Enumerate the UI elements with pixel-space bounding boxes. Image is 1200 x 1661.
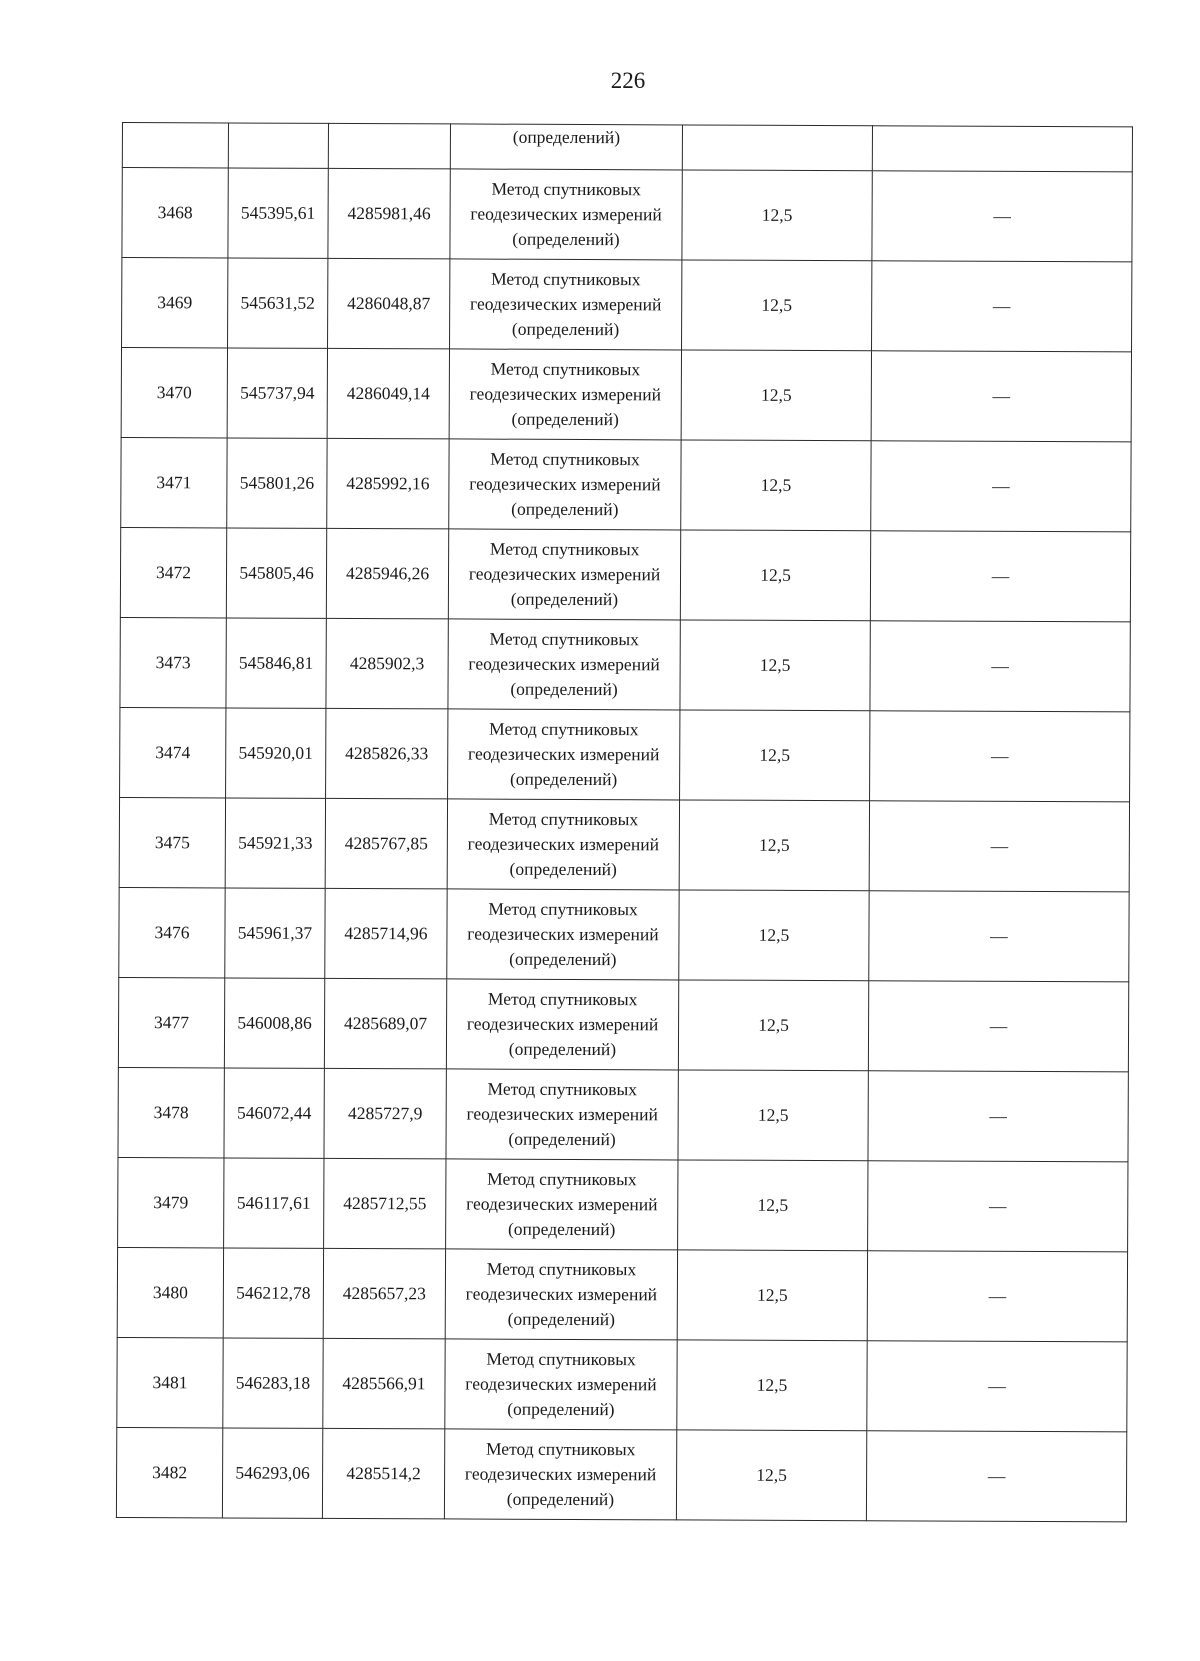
method-line: геодезических измерений xyxy=(470,203,662,225)
cell-method xyxy=(450,169,682,260)
cell-y: 4285826,33 xyxy=(326,708,448,799)
cell-x: 545805,46 xyxy=(226,528,326,618)
method-line: (определений) xyxy=(509,858,617,880)
cell-note xyxy=(867,1251,1127,1342)
cell-num: 3478 xyxy=(118,1067,224,1157)
cell-accuracy: 12,5 xyxy=(676,1430,866,1521)
cell-accuracy: 12,5 xyxy=(677,1250,867,1341)
cell-num: 3472 xyxy=(120,527,226,617)
dash-mark: — xyxy=(987,1465,1006,1486)
page-number: 226 xyxy=(610,68,646,93)
cell-method xyxy=(447,889,679,980)
cell-y: 4285657,23 xyxy=(323,1248,445,1339)
method-line: Метод спутниковых xyxy=(490,448,640,470)
cell-method xyxy=(448,619,680,710)
table-row xyxy=(122,258,1132,352)
cell-accuracy: 12,5 xyxy=(679,890,869,981)
method-line: (определений) xyxy=(509,948,617,970)
cell-y: 4285946,26 xyxy=(326,528,448,619)
cell-y: 4285566,91 xyxy=(323,1338,445,1429)
method-line: Метод спутниковых xyxy=(489,628,640,650)
cell-num: 3479 xyxy=(118,1157,224,1247)
cell-note xyxy=(870,711,1130,802)
cell-note xyxy=(872,126,1132,172)
method-line: (определений) xyxy=(510,678,618,700)
method-line: Метод спутниковых xyxy=(487,988,638,1010)
cell-y: 4285712,55 xyxy=(324,1158,446,1249)
table-row xyxy=(121,437,1131,531)
dash-mark: — xyxy=(988,1285,1007,1306)
cell-note xyxy=(869,891,1129,982)
cell-x: 545846,81 xyxy=(226,618,326,708)
cell-accuracy: 12,5 xyxy=(679,800,869,891)
cell-method xyxy=(444,1429,676,1520)
cell-x: 546072,44 xyxy=(224,1068,324,1158)
cell-accuracy: 12,5 xyxy=(678,1160,868,1251)
cell-num: 3471 xyxy=(121,437,227,527)
cell-accuracy: 12,5 xyxy=(678,980,868,1071)
method-line: геодезических измерений xyxy=(469,293,662,315)
cell-num: 3468 xyxy=(122,168,228,258)
cell-y: 4285981,46 xyxy=(328,168,450,259)
cell-num: 3480 xyxy=(117,1247,223,1337)
cell-x: 545920,01 xyxy=(226,708,326,798)
cell-method xyxy=(448,709,680,800)
cell-x: 545737,94 xyxy=(227,348,327,438)
table-row xyxy=(116,1427,1126,1521)
method-line: Метод спутниковых xyxy=(489,718,639,740)
table-row xyxy=(119,887,1129,981)
table-row xyxy=(117,1337,1127,1431)
cell-num: 3474 xyxy=(120,707,226,797)
method-line: Метод спутниковых xyxy=(487,1168,637,1190)
cell-num: 3476 xyxy=(119,887,225,977)
table-row xyxy=(118,1067,1128,1161)
table-row xyxy=(119,797,1129,891)
method-line: (определений) xyxy=(507,1398,615,1420)
cell-note xyxy=(866,1431,1126,1522)
cell-y: 4285689,07 xyxy=(324,978,446,1069)
cell-note xyxy=(869,801,1129,892)
method-line: геодезических измерений xyxy=(467,923,659,945)
cell-note xyxy=(872,261,1132,352)
dash-mark: — xyxy=(991,655,1009,676)
cell-y: 4285514,2 xyxy=(322,1428,444,1519)
table-row xyxy=(121,348,1131,442)
cell-accuracy: 12,5 xyxy=(678,1070,868,1161)
cell-method xyxy=(446,1069,678,1160)
cell-method xyxy=(445,1249,677,1340)
cell-note xyxy=(871,351,1131,442)
cell-method xyxy=(446,1159,678,1250)
cell-num xyxy=(122,123,228,168)
method-line: (определений) xyxy=(506,1488,615,1510)
cell-accuracy: 12,5 xyxy=(681,440,871,531)
method-line: геодезических измерений xyxy=(469,473,661,495)
cell-accuracy: 12,5 xyxy=(680,530,870,621)
method-line: геодезических измерений xyxy=(468,653,660,675)
cell-y: 4285767,85 xyxy=(325,798,447,889)
cell-accuracy: 12,5 xyxy=(677,1340,867,1431)
method-line: Метод спутниковых xyxy=(485,1438,636,1460)
method-line: (определений) xyxy=(510,588,619,610)
method-line: Метод спутниковых xyxy=(489,538,640,560)
method-line: геодезических измерений xyxy=(464,1463,657,1485)
method-line: (определений) xyxy=(509,768,618,790)
cell-method xyxy=(449,439,681,530)
table-body xyxy=(116,123,1132,1522)
method-line: Метод спутниковых xyxy=(491,268,641,290)
cell-y: 4286049,14 xyxy=(327,348,449,439)
method-line: геодезических измерений xyxy=(465,1283,658,1305)
method-line: геодезических измерений xyxy=(466,1103,658,1125)
dash-mark: — xyxy=(993,205,1011,226)
dash-mark: — xyxy=(990,745,1009,766)
continuation-row xyxy=(122,123,1132,172)
method-line: геодезических измерений xyxy=(469,383,662,405)
table-row xyxy=(122,168,1132,262)
cell-method xyxy=(449,349,681,440)
cell-x: 545631,52 xyxy=(228,258,328,348)
method-line: Метод спутниковых xyxy=(488,898,638,920)
method-line: Метод спутниковых xyxy=(486,1348,636,1370)
method-line: (определений) xyxy=(512,228,620,250)
method-line: (определений) xyxy=(508,1128,616,1150)
cell-x: 546008,86 xyxy=(224,978,324,1068)
dash-mark: — xyxy=(988,1195,1007,1216)
table-row xyxy=(118,1157,1128,1251)
cell-num: 3473 xyxy=(120,617,226,707)
cell-x: 546117,61 xyxy=(224,1158,324,1248)
dash-mark: — xyxy=(989,1015,1008,1036)
cell-num: 3482 xyxy=(116,1427,222,1517)
method-line: Метод спутниковых xyxy=(486,1258,637,1280)
cell-y: 4286048,87 xyxy=(328,258,450,349)
cell-x: 545395,61 xyxy=(228,168,328,258)
cell-num: 3481 xyxy=(117,1337,223,1427)
table-row xyxy=(120,527,1130,621)
cell-note xyxy=(868,1161,1128,1252)
cell-x: 546293,06 xyxy=(222,1428,322,1518)
table-row xyxy=(120,707,1130,801)
cell-y: 4285714,96 xyxy=(325,888,447,979)
dash-mark: — xyxy=(990,835,1009,856)
method-line: (определений) xyxy=(511,498,619,520)
cell-x xyxy=(228,123,328,168)
method-line: (определений) xyxy=(511,408,619,430)
method-line: (определений) xyxy=(508,1038,617,1060)
cell-note xyxy=(870,621,1130,712)
cell-num: 3477 xyxy=(118,977,224,1067)
dash-mark: — xyxy=(989,1105,1007,1126)
cell-method xyxy=(445,1339,677,1430)
cell-y: 4285727,9 xyxy=(324,1068,446,1159)
cell-accuracy: 12,5 xyxy=(680,710,870,801)
cell-num: 3475 xyxy=(119,797,225,887)
method-line: Метод спутниковых xyxy=(487,1078,638,1100)
method-line: геодезических измерений xyxy=(465,1373,657,1395)
cell-num: 3469 xyxy=(122,258,228,348)
method-line: Метод спутниковых xyxy=(490,358,641,380)
method-line: (определений) xyxy=(511,318,620,340)
method-line: геодезических измерений xyxy=(467,833,660,855)
cell-accuracy: 12,5 xyxy=(682,260,872,351)
dash-mark: — xyxy=(991,565,1010,586)
cell-note xyxy=(871,441,1131,532)
cell-y: 4285902,3 xyxy=(326,618,448,709)
method-line: геодезических измерений xyxy=(466,1193,658,1215)
method-line: геодезических измерений xyxy=(468,563,661,585)
cell-x: 545961,37 xyxy=(225,888,325,978)
cell-accuracy xyxy=(682,125,872,171)
coordinates-table xyxy=(116,122,1133,1522)
cell-note xyxy=(868,1071,1128,1162)
dash-mark: — xyxy=(988,1375,1006,1396)
cell-x: 545921,33 xyxy=(225,798,325,888)
dash-mark: — xyxy=(992,385,1011,406)
cell-method xyxy=(447,799,679,890)
cell-method: (определений) xyxy=(450,124,682,170)
method-line: геодезических измерений xyxy=(468,743,660,765)
cell-method xyxy=(446,979,678,1070)
cell-accuracy: 12,5 xyxy=(682,170,872,261)
cell-accuracy: 12,5 xyxy=(681,350,871,441)
cell-x: 546283,18 xyxy=(223,1338,323,1428)
cell-note xyxy=(867,1341,1127,1432)
dash-mark: — xyxy=(992,475,1010,496)
method-line: Метод спутниковых xyxy=(491,178,641,200)
cell-y xyxy=(328,123,450,169)
cell-note xyxy=(872,171,1132,262)
dash-mark: — xyxy=(992,295,1011,316)
table-row xyxy=(120,617,1130,711)
method-line: геодезических измерений xyxy=(466,1013,659,1035)
method-line: (определений) xyxy=(507,1218,616,1240)
dash-mark: — xyxy=(990,925,1008,946)
cell-y: 4285992,16 xyxy=(327,438,449,529)
cell-method xyxy=(450,259,682,350)
method-line: (определений) xyxy=(507,1308,615,1330)
cell-x: 545801,26 xyxy=(227,438,327,528)
cell-num: 3470 xyxy=(121,348,227,438)
table-row xyxy=(117,1247,1127,1341)
table-row xyxy=(118,977,1128,1071)
cell-note xyxy=(868,981,1128,1072)
cell-note xyxy=(870,531,1130,622)
cell-accuracy: 12,5 xyxy=(680,620,870,711)
method-line: Метод спутниковых xyxy=(488,808,639,830)
cell-method xyxy=(448,529,680,620)
cell-x: 546212,78 xyxy=(223,1248,323,1338)
